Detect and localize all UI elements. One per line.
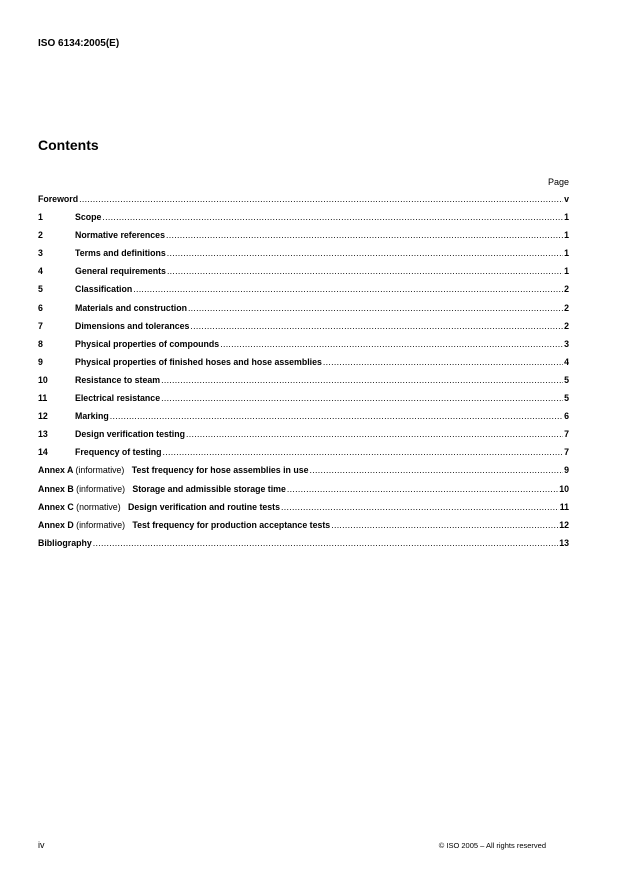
toc-entry-page: 5 — [564, 393, 569, 404]
toc-entry-label: Dimensions and tolerances — [75, 320, 190, 331]
toc-entry-label: Marking — [75, 411, 109, 422]
annex-title: Test frequency for hose assemblies in use — [131, 465, 309, 476]
dot-leader — [163, 447, 564, 457]
dot-leader — [186, 429, 563, 439]
document-id: ISO 6134:2005(E) — [38, 38, 120, 49]
toc-entry-foreword[interactable] — [38, 194, 569, 212]
copyright-notice: © ISO 2005 – All rights reserved — [438, 841, 546, 850]
toc-entry-label: Resistance to steam — [75, 374, 161, 385]
toc-entry-page: 7 — [564, 447, 569, 458]
toc-entry[interactable] — [38, 393, 569, 411]
toc-entry-number: 5 — [38, 284, 43, 295]
toc-entry-number: 9 — [38, 356, 43, 367]
toc-entry-number: 12 — [38, 411, 48, 422]
toc-entry-page: 13 — [559, 537, 569, 548]
toc-entry-label: Frequency of testing — [75, 447, 162, 458]
annex-title: Test frequency for production acceptance tests — [132, 519, 331, 530]
annex-title: Storage and admissible storage time — [132, 483, 286, 494]
toc-entry-number: 3 — [38, 248, 43, 259]
annex-id: Annex B — [38, 483, 74, 494]
dot-leader — [161, 393, 563, 403]
annex-kind: (normative) — [76, 501, 121, 512]
toc-entry-number: 7 — [38, 320, 43, 331]
toc-entry-label: Terms and definitions — [75, 248, 166, 259]
toc-entry-label: Physical properties of finished hoses and hose assemblies — [75, 356, 322, 367]
toc-entry[interactable] — [38, 303, 569, 321]
toc-annex-entry[interactable] — [38, 502, 569, 520]
dot-leader — [161, 375, 563, 385]
toc-entry[interactable] — [38, 248, 569, 266]
toc-entry[interactable] — [38, 321, 569, 339]
dot-leader — [93, 538, 558, 548]
toc-entry-number: 13 — [38, 429, 48, 440]
toc-entry-page: 12 — [559, 519, 569, 530]
toc-entry-number: 6 — [38, 302, 43, 313]
toc-annex-label — [38, 484, 286, 494]
toc-entry-page: 1 — [564, 212, 569, 223]
toc-entry-page: 3 — [564, 338, 569, 349]
toc-annex-entry[interactable] — [38, 520, 569, 538]
toc-entry[interactable] — [38, 411, 569, 429]
annex-kind: (informative) — [76, 483, 126, 494]
toc-entry-number: 14 — [38, 447, 48, 458]
toc-entry-number: 10 — [38, 374, 48, 385]
toc-entry-label: Design verification testing — [75, 429, 185, 440]
toc-annex-entry[interactable] — [38, 484, 569, 502]
annex-id: Annex D — [38, 519, 74, 530]
toc-entry-page: v — [564, 194, 569, 204]
toc-entry-page: 6 — [564, 411, 569, 422]
table-of-contents — [38, 194, 569, 556]
dot-leader — [310, 465, 564, 475]
toc-entry-page: 1 — [564, 230, 569, 241]
page-column-heading: Page — [547, 177, 569, 187]
toc-annex-label — [38, 520, 330, 530]
dot-leader — [102, 212, 563, 222]
toc-entry-page: 5 — [564, 374, 569, 385]
dot-leader — [220, 339, 563, 349]
dot-leader — [331, 520, 558, 530]
dot-leader — [281, 502, 559, 512]
toc-annex-label — [38, 465, 309, 475]
toc-entry-page: 2 — [564, 302, 569, 313]
toc-entry-page: 9 — [564, 465, 569, 476]
toc-entry[interactable] — [38, 429, 569, 447]
toc-entry-label: Normative references — [75, 230, 165, 241]
dot-leader — [133, 284, 563, 294]
dot-leader — [167, 266, 563, 276]
toc-entry-number: 2 — [38, 230, 43, 241]
annex-title: Design verification and routine tests — [127, 501, 280, 512]
dot-leader — [188, 303, 563, 313]
dot-leader — [110, 411, 563, 421]
toc-entry-label: Physical properties of compounds — [75, 338, 220, 349]
toc-entry-label: Electrical resistance — [75, 393, 161, 404]
dot-leader — [323, 357, 563, 367]
contents-title: Contents — [38, 137, 99, 153]
toc-entry-label: Classification — [75, 284, 133, 295]
toc-entry[interactable] — [38, 357, 569, 375]
toc-entry-number: 8 — [38, 338, 43, 349]
toc-entry-page: 2 — [564, 284, 569, 295]
annex-id: Annex A — [38, 465, 74, 476]
toc-entry-label: General requirements — [75, 266, 166, 277]
toc-annex-entry[interactable] — [38, 465, 569, 483]
toc-entry[interactable] — [38, 230, 569, 248]
dot-leader — [167, 248, 563, 258]
toc-annex-label — [38, 502, 280, 512]
toc-entry-number: 4 — [38, 266, 43, 277]
toc-entry-number: 1 — [38, 212, 43, 223]
dot-leader — [79, 194, 563, 204]
toc-entry-number: 11 — [38, 393, 48, 404]
annex-kind: (informative) — [75, 465, 125, 476]
toc-entry-page: 10 — [559, 483, 569, 494]
dot-leader — [287, 484, 558, 494]
toc-entry-label: Foreword — [38, 194, 79, 204]
toc-entry-page: 2 — [564, 320, 569, 331]
toc-entry[interactable] — [38, 266, 569, 284]
toc-entry[interactable] — [38, 212, 569, 230]
toc-entry[interactable] — [38, 447, 569, 465]
annex-kind: (informative) — [76, 519, 126, 530]
toc-entry-label: Scope — [75, 212, 102, 223]
annex-id: Annex C — [38, 501, 74, 512]
page-number: iv — [38, 840, 45, 850]
toc-entry-page: 1 — [564, 248, 569, 259]
toc-entry-label: Bibliography — [38, 537, 92, 548]
toc-entry[interactable] — [38, 339, 569, 357]
toc-entry-page: 1 — [564, 266, 569, 277]
dot-leader — [190, 321, 563, 331]
toc-entry-bibliography[interactable] — [38, 538, 569, 556]
toc-entry-label: Materials and construction — [75, 302, 187, 313]
toc-entry-page: 7 — [564, 429, 569, 440]
toc-entry-page: 4 — [564, 356, 569, 367]
dot-leader — [166, 230, 563, 240]
toc-entry[interactable] — [38, 284, 569, 302]
toc-entry-page: 11 — [559, 501, 569, 512]
toc-entry[interactable] — [38, 375, 569, 393]
